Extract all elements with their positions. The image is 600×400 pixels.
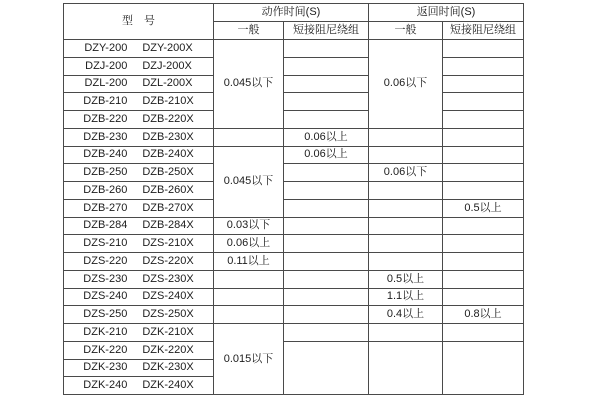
act-damping-cell — [284, 341, 369, 394]
model-name-x: DZS-220X — [142, 254, 194, 267]
header-row-1 — [64, 4, 524, 22]
model-cell — [64, 253, 214, 271]
header-return-general: 一般 — [369, 22, 443, 40]
model-name: DZB-230 — [83, 130, 128, 143]
model-cell — [64, 40, 214, 58]
ret-damping-cell — [443, 93, 524, 111]
table-row — [64, 217, 524, 235]
act-general-cell: 0.06以上 — [214, 235, 284, 253]
act-general-cell — [214, 288, 284, 306]
act-damping-cell — [284, 57, 369, 75]
ret-damping-cell — [443, 288, 524, 306]
model-name: DZK-240 — [83, 379, 128, 392]
table-row — [64, 306, 524, 324]
ret-general-cell — [369, 146, 443, 164]
table-row — [64, 57, 524, 75]
table-row — [64, 235, 524, 253]
header-action-damping: 短接阻尼绕组 — [284, 22, 369, 40]
act-damping-cell — [284, 306, 369, 324]
model-name: DZY-200 — [84, 41, 128, 54]
model-cell — [64, 93, 214, 111]
model-cell — [64, 288, 214, 306]
model-name: DZB-220 — [83, 112, 128, 125]
ret-damping-cell — [443, 324, 524, 342]
model-name-x: DZB-230X — [142, 130, 194, 143]
ret-damping-cell — [443, 111, 524, 129]
model-cell — [64, 111, 214, 129]
model-cell — [64, 235, 214, 253]
table-row — [64, 288, 524, 306]
ret-damping-cell: 0.8以上 — [443, 306, 524, 324]
ret-damping-cell — [443, 217, 524, 235]
header-action-general: 一般 — [214, 22, 284, 40]
model-name-x: DZB-240X — [142, 148, 194, 161]
table-row — [64, 182, 524, 200]
model-name-x: DZK-210X — [142, 325, 194, 338]
ret-general-cell: 0.06以下 — [369, 164, 443, 182]
model-name: DZB-210 — [83, 95, 128, 108]
model-name-x: DZJ-200X — [142, 59, 192, 72]
ret-damping-cell — [443, 253, 524, 271]
model-cell — [64, 146, 214, 164]
act-damping-cell — [284, 235, 369, 253]
model-cell — [64, 75, 214, 93]
model-name-x: DZB-284X — [142, 219, 194, 232]
ret-general-cell — [369, 128, 443, 146]
model-name: DZB-250 — [83, 166, 128, 179]
model-name-x: DZB-260X — [142, 183, 194, 196]
model-name: DZJ-200 — [85, 59, 128, 72]
model-name: DZB-270 — [83, 201, 128, 214]
table-row — [64, 146, 524, 164]
act-general-cell: 0.015以下 — [214, 324, 284, 395]
header-model: 型 号 — [64, 4, 214, 40]
model-name: DZB-260 — [83, 183, 128, 196]
table-row — [64, 199, 524, 217]
act-damping-cell — [284, 270, 369, 288]
model-cell — [64, 182, 214, 200]
model-name: DZB-240 — [83, 148, 128, 161]
ret-general-cell: 0.06以下 — [369, 40, 443, 129]
spec-table — [63, 3, 524, 395]
act-damping-cell — [284, 253, 369, 271]
ret-general-cell: 0.5以上 — [369, 270, 443, 288]
model-name: DZS-230 — [83, 272, 128, 285]
act-damping-cell — [284, 164, 369, 182]
model-name-x: DZB-220X — [142, 112, 194, 125]
model-cell — [64, 57, 214, 75]
model-name-x: DZK-240X — [142, 379, 194, 392]
model-name-x: DZB-250X — [142, 166, 194, 179]
act-damping-cell — [284, 111, 369, 129]
act-damping-cell: 0.06以上 — [284, 146, 369, 164]
model-name: DZK-220 — [83, 343, 128, 356]
ret-general-cell — [369, 235, 443, 253]
model-name: DZS-250 — [83, 308, 128, 321]
model-cell — [64, 164, 214, 182]
model-name: DZB-284 — [83, 219, 128, 232]
act-general-cell — [214, 270, 284, 288]
model-name-x: DZK-220X — [142, 343, 194, 356]
table-row — [64, 270, 524, 288]
model-cell — [64, 377, 214, 395]
ret-damping-cell: 0.5以上 — [443, 199, 524, 217]
act-general-cell — [214, 306, 284, 324]
model-name-x: DZB-270X — [142, 201, 194, 214]
model-name: DZL-200 — [84, 77, 128, 90]
model-cell — [64, 199, 214, 217]
act-damping-cell — [284, 182, 369, 200]
ret-damping-cell — [443, 182, 524, 200]
act-damping-cell — [284, 288, 369, 306]
header-action-time: 动作时间(S) — [214, 4, 369, 22]
table-row — [64, 40, 524, 58]
ret-damping-cell — [443, 270, 524, 288]
model-name-x: DZL-200X — [142, 77, 193, 90]
ret-damping-cell — [443, 341, 524, 394]
model-cell — [64, 128, 214, 146]
header-return-damping: 短接阻尼绕组 — [443, 22, 524, 40]
model-name: DZK-210 — [83, 325, 128, 338]
ret-damping-cell — [443, 146, 524, 164]
act-damping-cell: 0.06以上 — [284, 128, 369, 146]
ret-damping-cell — [443, 164, 524, 182]
ret-general-cell — [369, 199, 443, 217]
act-general-cell: 0.045以下 — [214, 146, 284, 217]
ret-general-cell — [369, 253, 443, 271]
ret-general-cell — [369, 341, 443, 394]
act-damping-cell — [284, 93, 369, 111]
act-general-cell: 0.03以下 — [214, 217, 284, 235]
table-row — [64, 164, 524, 182]
model-cell — [64, 270, 214, 288]
table-row — [64, 93, 524, 111]
act-damping-cell — [284, 324, 369, 342]
header-return-time: 返回时间(S) — [369, 4, 524, 22]
act-damping-cell — [284, 199, 369, 217]
ret-general-cell — [369, 324, 443, 342]
act-damping-cell — [284, 75, 369, 93]
act-damping-cell — [284, 40, 369, 58]
ret-damping-cell — [443, 40, 524, 58]
ret-general-cell — [369, 182, 443, 200]
model-name: DZS-210 — [83, 237, 128, 250]
model-name-x: DZY-200X — [142, 41, 193, 54]
model-cell — [64, 324, 214, 342]
table-row — [64, 253, 524, 271]
model-name-x: DZK-230X — [142, 361, 194, 374]
model-name-x: DZS-240X — [142, 290, 194, 303]
model-cell — [64, 217, 214, 235]
model-name-x: DZB-210X — [142, 95, 194, 108]
ret-damping-cell — [443, 75, 524, 93]
model-name: DZK-230 — [83, 361, 128, 374]
model-name-x: DZS-250X — [142, 308, 194, 321]
table-row — [64, 111, 524, 129]
ret-general-cell — [369, 217, 443, 235]
model-cell — [64, 359, 214, 377]
ret-general-cell: 1.1以上 — [369, 288, 443, 306]
ret-damping-cell — [443, 57, 524, 75]
ret-damping-cell — [443, 128, 524, 146]
model-name: DZS-220 — [83, 254, 128, 267]
table-row — [64, 324, 524, 342]
table-row — [64, 75, 524, 93]
model-name-x: DZS-210X — [142, 237, 194, 250]
act-general-cell: 0.045以下 — [214, 40, 284, 129]
ret-general-cell: 0.4以上 — [369, 306, 443, 324]
act-damping-cell — [284, 217, 369, 235]
act-general-cell — [214, 128, 284, 146]
table-row — [64, 128, 524, 146]
table-row — [64, 341, 524, 359]
model-name-x: DZS-230X — [142, 272, 194, 285]
model-name: DZS-240 — [83, 290, 128, 303]
model-cell — [64, 306, 214, 324]
model-cell — [64, 341, 214, 359]
act-general-cell: 0.11以上 — [214, 253, 284, 271]
ret-damping-cell — [443, 235, 524, 253]
